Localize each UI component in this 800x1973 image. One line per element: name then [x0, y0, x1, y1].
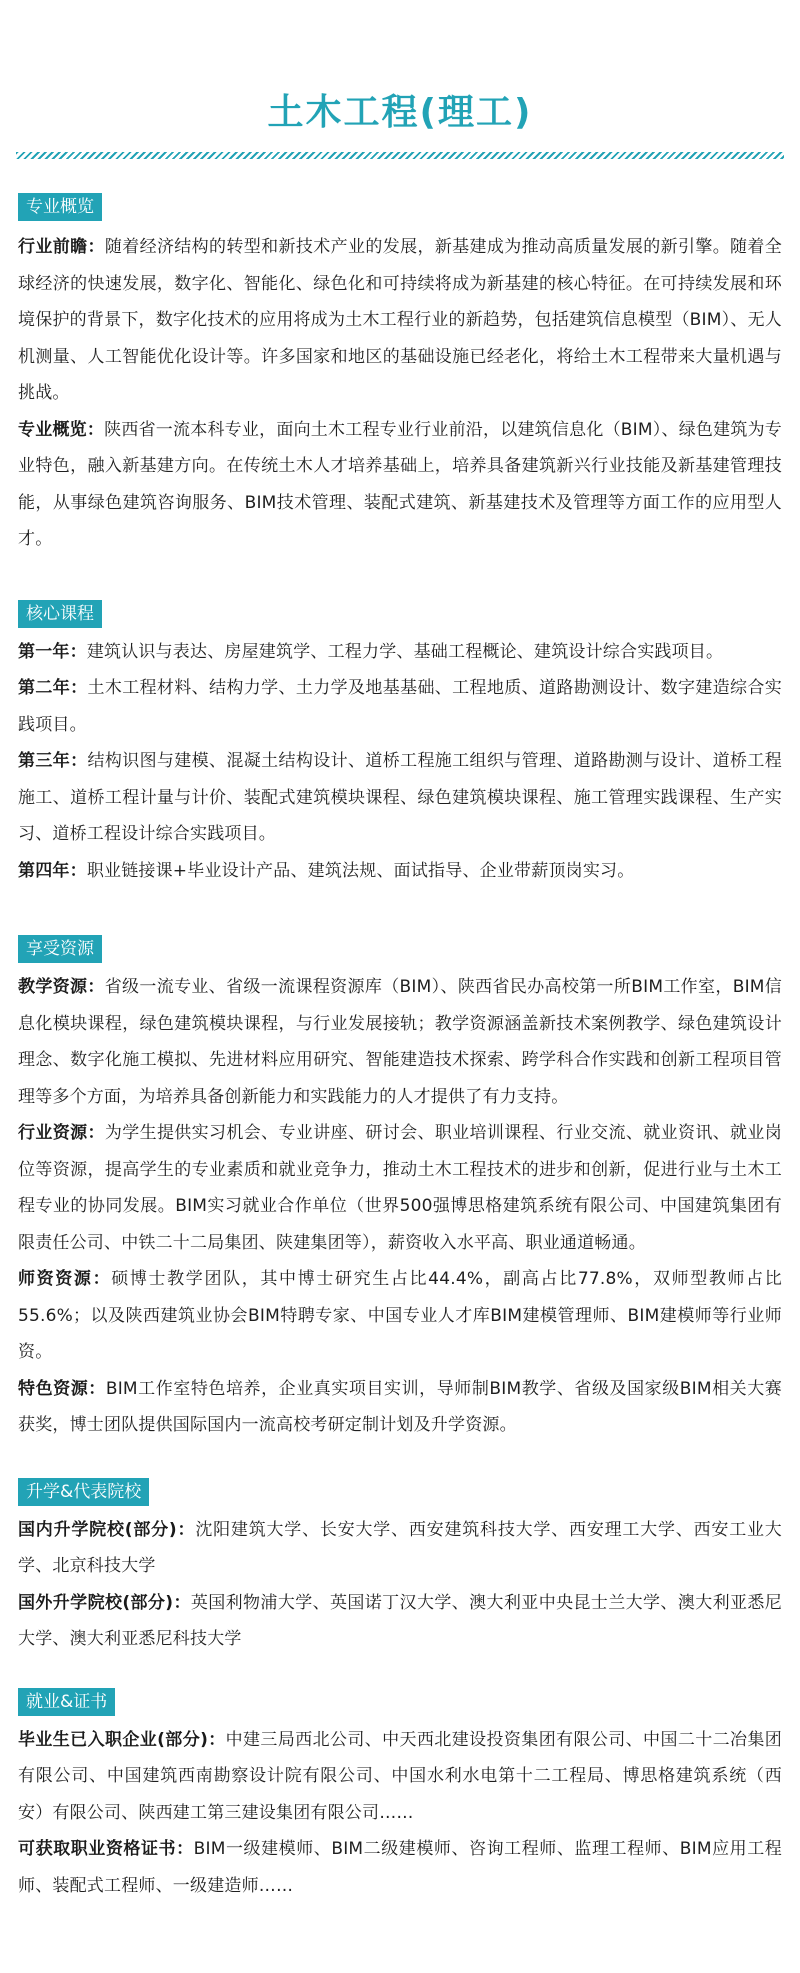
- text-teaching-resources: 省级一流专业、省级一流课程资源库（BIM）、陕西省民办高校第一所BIM工作室，BIM信息化模块课程，绿色建筑模块课程，与行业发展接轨；教学资源涵盖新技术案例教学、绿色建筑设计理念、数字化施工模拟、先进材料应用研究、智能建造技术探索、跨学科合作实践和创新工程项目管理等多个方面，为培养具备创新能力和实践能力的人才提供了有力支持。: [18, 977, 782, 1107]
- section-resources: [18, 935, 782, 1444]
- text-year-4: 职业链接课+毕业设计产品、建筑法规、面试指导、企业带薪顶岗实习。: [86, 860, 635, 881]
- text-employers: 中建三局西北公司、中天西北建设投资集团有限公司、中国二十二冶集团有限公司、中国建筑西南勘察设计院有限公司、中国水利水电第十二工程局、博思格建筑系统（西安）有限公司、陕西建工第三建设集团有限公司……: [18, 1729, 782, 1823]
- label-major-overview: 专业概览：: [18, 419, 105, 440]
- section-tag-employment: 就业&证书: [18, 1688, 115, 1716]
- section-body-courses: [18, 634, 782, 890]
- section-body-overview: [18, 229, 782, 558]
- text-foreign-schools: 英国利物浦大学、英国诺丁汉大学、澳大利亚中央昆士兰大学、澳大利亚悉尼大学、澳大利亚悉尼科技大学: [18, 1592, 782, 1649]
- label-year-2: 第二年：: [18, 678, 88, 698]
- paragraph-industry-resources: [18, 1115, 782, 1261]
- section-body-further-study: [18, 1512, 782, 1658]
- label-year-1: 第一年：: [18, 641, 87, 662]
- label-featured-resources: 特色资源：: [18, 1378, 106, 1399]
- text-major-overview: 陕西省一流本科专业，面向土木工程专业行业前沿，以建筑信息化（BIM）、绿色建筑为专业特色，融入新基建方向。在传统土木人才培养基础上，培养具备建筑新兴行业技能及新基建管理技能，从事绿色建筑咨询服务、BIM技术管理、装配式建筑、新基建技术及管理等方面工作的应用型人才。: [18, 419, 783, 549]
- section-body-employment: [18, 1722, 782, 1905]
- label-domestic-schools: 国内升学院校(部分)：: [18, 1519, 196, 1540]
- section-overview: [18, 193, 782, 558]
- title-divider: [16, 152, 784, 159]
- text-year-3: 结构识图与建模、混凝土结构设计、道桥工程施工组织与管理、道路勘测与设计、道桥工程施工、道桥工程计量与计价、装配式建筑模块课程、绿色建筑模块课程、施工管理实践课程、生产实习、道桥工程设计综合实践项目。: [18, 751, 782, 844]
- text-faculty-resources: 硕博士教学团队，其中博士研究生占比44.4%，副高占比77.8%，双师型教师占比55.6%；以及陕西建筑业协会BIM特聘专家、中国专业人才库BIM建模管理师、BIM建模师等行业师资。: [18, 1269, 783, 1362]
- label-foreign-schools: 国外升学院校(部分)：: [18, 1592, 191, 1613]
- label-teaching-resources: 教学资源：: [18, 977, 105, 997]
- paragraph-domestic-schools: [18, 1512, 782, 1585]
- paragraph-year-2: [18, 670, 782, 743]
- paragraph-foreign-schools: [18, 1585, 782, 1658]
- label-employers: 毕业生已入职企业(部分)：: [18, 1729, 226, 1750]
- page-title: 土木工程(理工): [267, 92, 533, 133]
- text-featured-resources: BIM工作室特色培养，企业真实项目实训，导师制BIM教学、省级及国家级BIM相关大赛获奖，博士团队提供国际国内一流高校考研定制计划及升学资源。: [18, 1378, 782, 1435]
- text-certificates: BIM一级建模师、BIM二级建模师、咨询工程师、监理工程师、BIM应用工程师、装配式工程师、一级建造师……: [18, 1839, 782, 1896]
- label-industry-resources: 行业资源：: [18, 1123, 105, 1143]
- label-year-4: 第四年：: [18, 860, 87, 881]
- paragraph-featured-resources: [18, 1371, 782, 1444]
- text-year-2: 土木工程材料、结构力学、土力学及地基基础、工程地质、道路勘测设计、数字建造综合实践项目。: [18, 678, 782, 735]
- section-tag-resources: 享受资源: [18, 935, 102, 963]
- paragraph-faculty-resources: [18, 1261, 782, 1371]
- text-year-1: 建筑认识与表达、房屋建筑学、工程力学、基础工程概论、建筑设计综合实践项目。: [86, 641, 724, 662]
- section-further-study: [18, 1478, 782, 1658]
- section-tag-courses: 核心课程: [18, 600, 102, 628]
- text-domestic-schools: 沈阳建筑大学、长安大学、西安建筑科技大学、西安理工大学、西安工业大学、北京科技大学: [18, 1519, 782, 1576]
- paragraph-employers: [18, 1722, 782, 1832]
- section-employment: [18, 1688, 782, 1905]
- paragraph-industry-outlook: [18, 229, 782, 412]
- text-industry-resources: 为学生提供实习机会、专业讲座、研讨会、职业培训课程、行业交流、就业资讯、就业岗位等资源，提高学生的专业素质和就业竞争力，推动土木工程技术的进步和创新，促进行业与土木工程专业的协同发展。BIM实习就业合作单位（世界500强博思格建筑系统有限公司、中国建筑集团有限责任公司、中铁二十二局集团、陕建集团等），薪资收入水平高、职业通道畅通。: [18, 1123, 782, 1253]
- label-industry-outlook: 行业前瞻：: [18, 237, 105, 257]
- paragraph-certificates: [18, 1831, 782, 1904]
- section-tag-overview: 专业概览: [18, 193, 102, 221]
- paragraph-major-overview: [18, 412, 782, 558]
- section-tag-further-study: 升学&代表院校: [18, 1478, 149, 1506]
- section-courses: [18, 600, 782, 890]
- paragraph-year-3: [18, 743, 782, 853]
- paragraph-teaching-resources: [18, 969, 782, 1115]
- paragraph-year-1: [18, 634, 782, 671]
- label-certificates: 可获取职业资格证书：: [18, 1839, 194, 1859]
- text-industry-outlook: 随着经济结构的转型和新技术产业的发展，新基建成为推动高质量发展的新引擎。随着全球经济的快速发展，数字化、智能化、绿色化和可持续将成为新基建的核心特征。在可持续发展和环境保护的背景下，数字化技术的应用将成为土木工程行业的新趋势，包括建筑信息模型（BIM）、无人机测量、人工智能优化设计等。许多国家和地区的基础设施已经老化，将给土木工程带来大量机遇与挑战。: [18, 237, 782, 403]
- label-year-3: 第三年：: [18, 751, 88, 771]
- section-body-resources: [18, 969, 782, 1444]
- label-faculty-resources: 师资资源：: [18, 1269, 112, 1289]
- paragraph-year-4: [18, 853, 782, 890]
